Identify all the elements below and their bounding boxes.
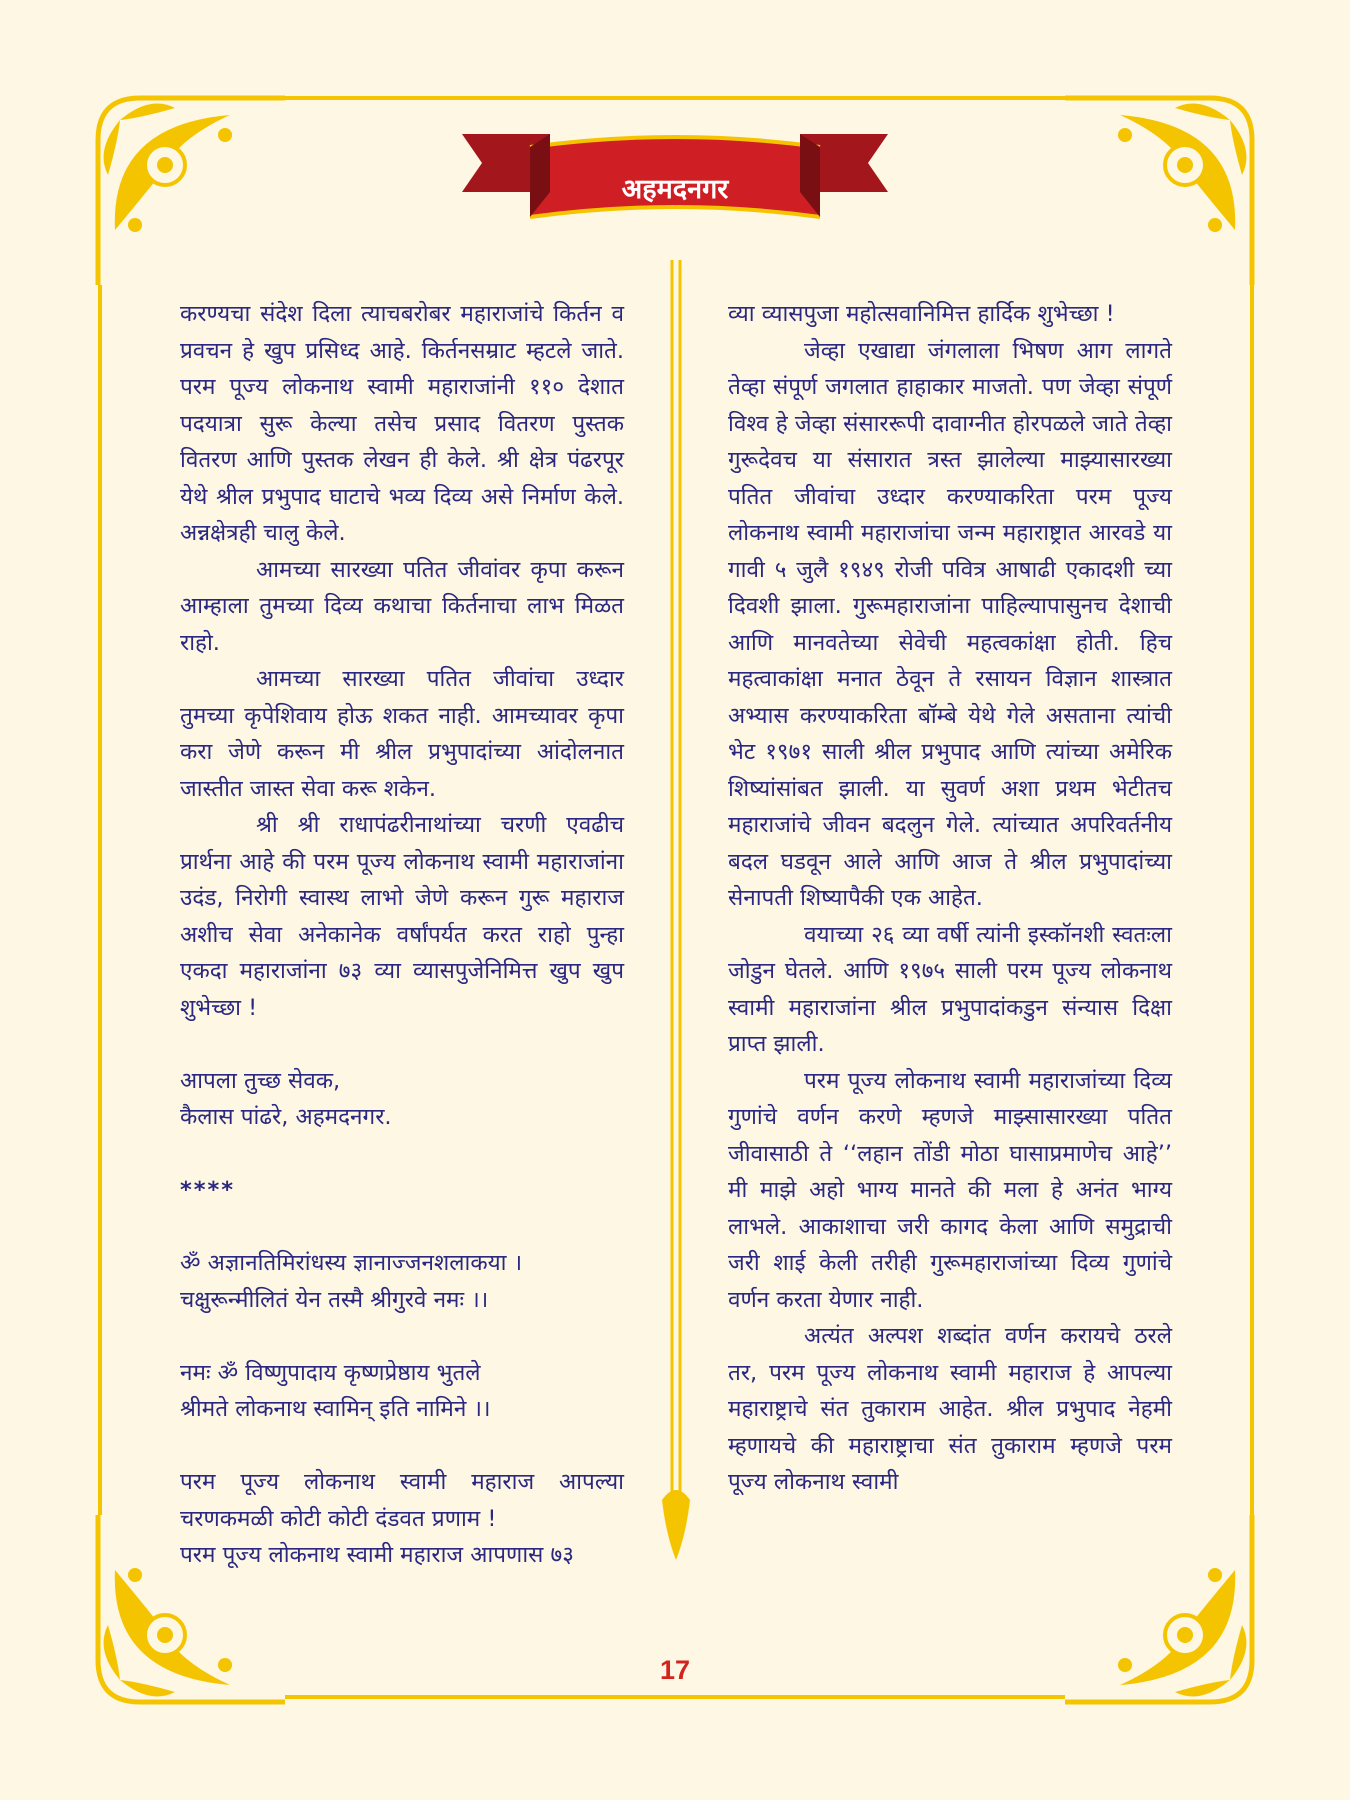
banner-title: अहमदनगर: [621, 174, 729, 205]
corner-ornament-top-right: [1050, 80, 1270, 300]
body-paragraph: आमच्या सारख्या पतित जीवांवर कृपा करून आम्हाला तुमच्या दिव्य कथाचा किर्तनाचा लाभ मिळत राहो.: [180, 556, 624, 656]
body-paragraph: परम पूज्य लोकनाथ स्वामी महाराजांच्या दिव्य गुणांचे वर्णन करणे म्हणजे माझ्सासारख्या पतित जीवासाठी ते ‘‘लहान तोंडी मोठा घासाप्रमाणेच आहे’’ मी माझे अहो भाग्य मानते की मला हे अनंत भाग्य लाभले. आकाशाचा जरी कागद केला आणि समुद्राची जरी शाई केली तरीही गुरूमहाराजांच्या दिव्य गुणांचे वर्णन करता येणार नाही.: [728, 1067, 1172, 1313]
closing-paragraph: परम पूज्य लोकनाथ स्वामी महाराज आपल्या चरणकमळी कोटी कोटी दंडवत प्रणाम !: [180, 1469, 624, 1532]
signoff-author: कैलास पांढरे, अहमदनगर.: [180, 1104, 392, 1130]
left-column: [180, 296, 624, 1574]
page-number: 17: [659, 1655, 691, 1685]
body-paragraph: जेव्हा एखाद्या जंगलाला भिषण आग लागते तेव्हा संपूर्ण जगलात हाहाकार माजतो. पण जेव्हा संपूर्ण विश्व हे जेव्हा संसाररूपी दावाग्नीत होरपळले जाते तेव्हा गुरूदेवच या संसारात त्रस्त झालेल्या माझ्यासारख्या पतित जीवांचा उध्दार करण्याकरिता परम पूज्य लोकनाथ स्वामी महाराजांचा जन्म महाराष्ट्रात आरवडे या गावी ५ जुलै १९४९ रोजी पवित्र आषाढी एकादशी च्या दिवशी झाला. गुरूमहाराजांना पाहिल्यापासुनच देशाची आणि मानवतेच्या सेवेची महत्वकांक्षा होती. हिच महत्वाकांक्षा मनात ठेवून ते रसायन विज्ञान शास्त्रात अभ्यास करण्याकरिता बॉम्बे येथे गेले असताना त्यांची भेट १९७१ साली श्रील प्रभुपाद आणि त्यांच्या अमेरिक शिष्यांसांबत झाली. या सुवर्ण अशा प्रथम भेटीतच महाराजांचे जीवन बदलुन गेले. त्यांच्यात अपरिवर्तनीय बदल घडवून आले आणि आज ते श्रील प्रभुपादांच्या सेनापती शिष्यापैकी एक आहेत.: [728, 337, 1172, 911]
closing-line: परम पूज्य लोकनाथ स्वामी महाराज आपणास ७३: [180, 1542, 574, 1568]
body-paragraph: करण्यचा संदेश दिला त्याचबरोबर महाराजांचे किर्तन व प्रवचन हे खुप प्रसिध्द आहे. किर्तनसम्राट म्हटले जाते. परम पूज्य लोकनाथ स्वामी महाराजांनी ११० देशात पदयात्रा सुरू केल्या तसेच प्रसाद वितरण पुस्तक वितरण आणि पुस्तक लेखन ही केले. श्री क्षेत्र पंढरपूर येथे श्रील प्रभुपाद घाटाचे भव्य दिव्य असे निर्माण केले. अन्नक्षेत्रही चालु केले.: [180, 301, 624, 546]
body-paragraph: अत्यंत अल्पश शब्दांत वर्णन करायचे ठरले तर, परम पूज्य लोकनाथ स्वामी महाराज हे आपल्या महाराष्ट्राचे संत तुकाराम आहेत. श्रील प्रभुपाद नेहमी म्हणायचे की महाराष्ट्राचा संत तुकाराम म्हणजे परम पूज्य लोकनाथ स्वामी: [728, 1323, 1172, 1495]
body-paragraph: वयाच्या २६ व्या वर्षी त्यांनी इस्कॉनशी स्वतःला जोडुन घेतले. आणि १९७५ साली परम पूज्य लोकनाथ स्वामी महाराजांना श्रील प्रभुपादांकडुन संन्यास दिक्षा प्राप्त झाली.: [728, 921, 1172, 1057]
body-paragraph: आमच्या सारख्या पतित जीवांचा उध्दार तुमच्या कृपेशिवाय होऊ शकत नाही. आमच्यावर कृपा करा जेणे करून मी श्रील प्रभुपादांच्या आंदोलनात जास्तीत जास्त सेवा करू शकेन.: [180, 666, 624, 802]
column-divider: [658, 255, 694, 1565]
verse-line: श्रीमते लोकनाथ स्वामिन् इति नामिने ।।: [180, 1396, 491, 1422]
frame-top-border: [285, 96, 1065, 100]
frame-bottom-border: [285, 1695, 1065, 1699]
verse-line: नमः ॐ विष्णुपादाय कृष्णप्रेष्ठाय भुतले: [180, 1359, 481, 1386]
right-column: [728, 296, 1172, 1501]
body-paragraph: श्री श्री राधापंढरीनाथांच्या चरणी एवढीच प्रार्थना आहे की परम पूज्य लोकनाथ स्वामी महाराजांना उदंड, निरोगी स्वास्थ लाभो जेणे करून गुरू महाराज अशीच सेवा अनेकानेक वर्षांपर्यत करत राहो पुन्हा एकदा महाराजांना ७३ व्या व्यासपुजेनिमित्त खुप खुप शुभेच्छा !: [180, 812, 624, 1021]
corner-ornament-top-left: [80, 80, 300, 300]
frame-left-border: [98, 285, 102, 1515]
frame-right-border: [1250, 285, 1254, 1515]
verse-line: चक्षुरून्मीलितं येन तस्मै श्रीगुरवे नमः ।।: [180, 1286, 489, 1313]
section-separator-stars: ****: [180, 1177, 236, 1203]
body-paragraph: व्या व्यासपुजा महोत्सवानिमित्त हार्दिक शुभेच्छा !: [728, 301, 1115, 327]
signoff-line: आपला तुच्छ सेवक,: [180, 1067, 341, 1094]
verse-line: ॐ अज्ञानतिमिरांधस्य ज्ञानाज्जनशलाकया ।: [180, 1250, 523, 1276]
corner-ornament-bottom-right: [1050, 1500, 1270, 1720]
